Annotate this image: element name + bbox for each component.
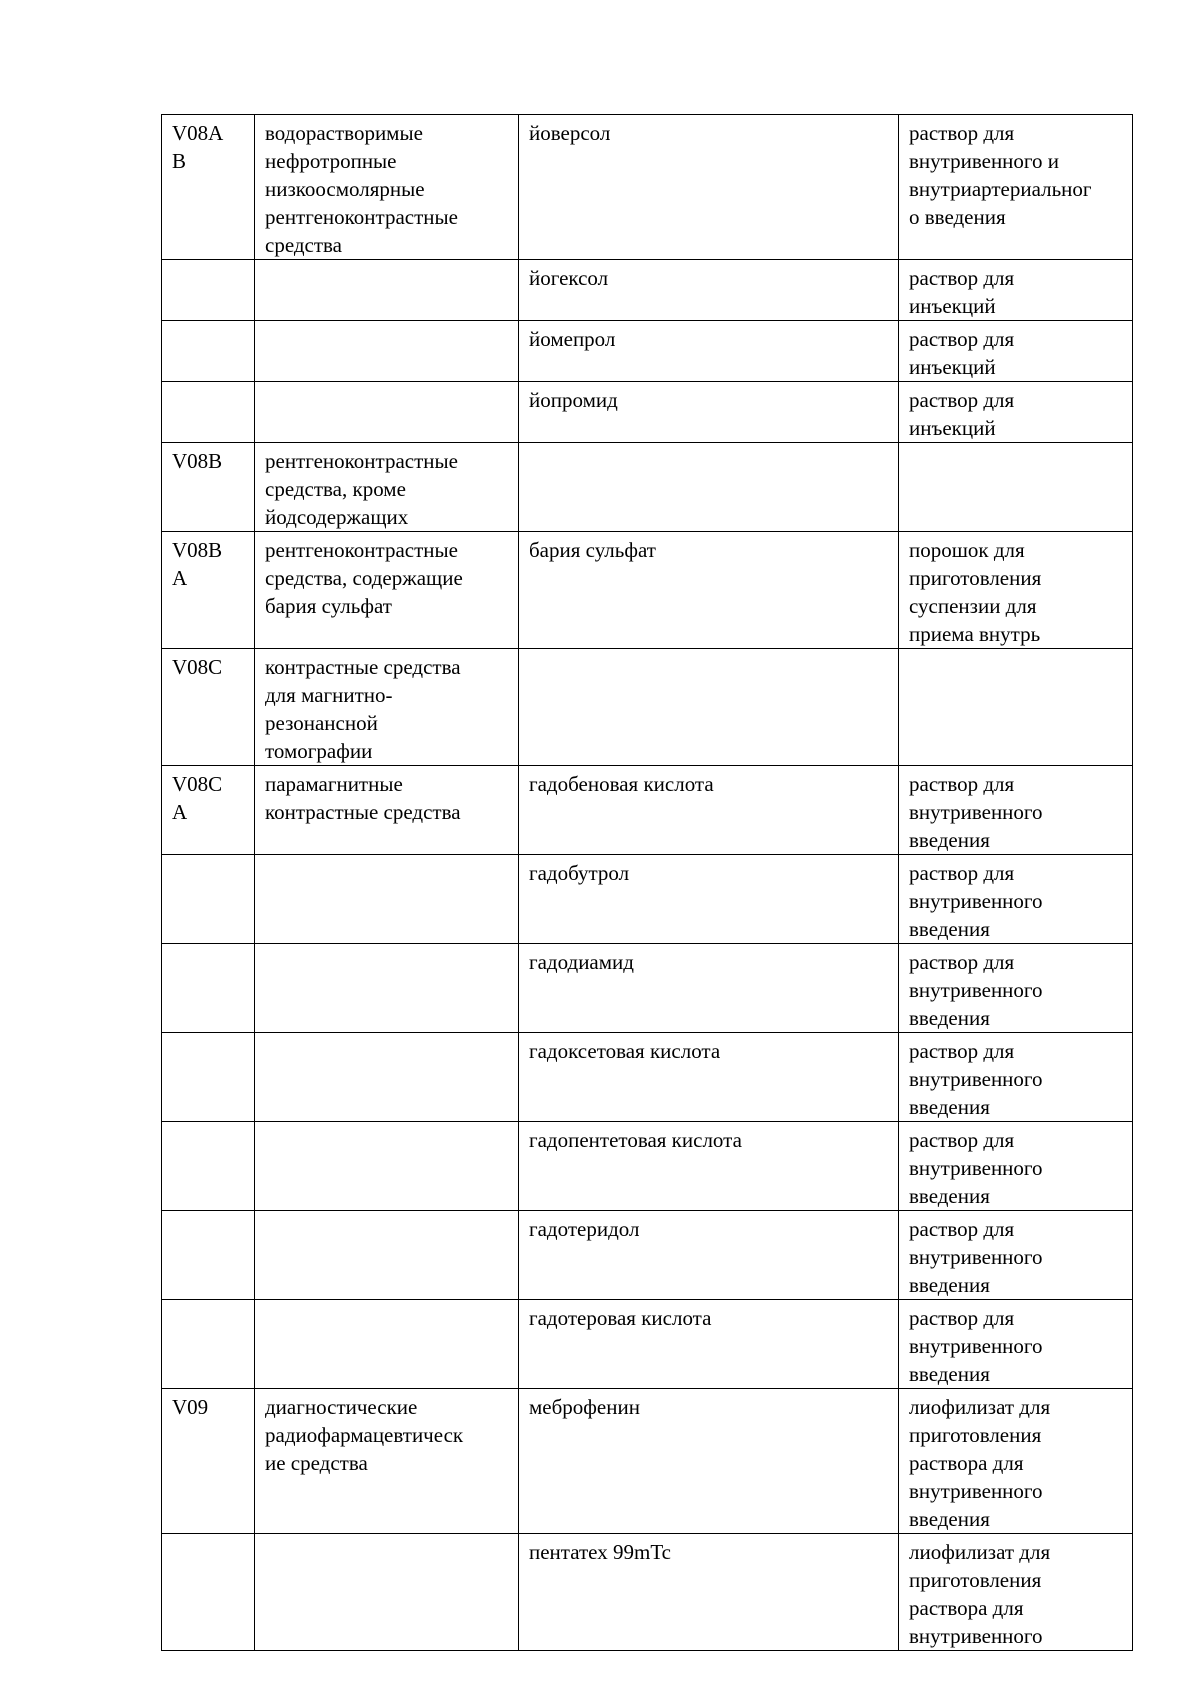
cell-form: лиофилизат для приготовления раствора для внутривенного <box>899 1534 1133 1651</box>
cell-form: раствор для внутривенного введения <box>899 1122 1133 1211</box>
drug-table <box>161 114 1133 1651</box>
table-row <box>162 649 1133 766</box>
table-row <box>162 260 1133 321</box>
cell-code: V08C A <box>162 766 255 855</box>
cell-form: раствор для внутривенного введения <box>899 1300 1133 1389</box>
cell-form: раствор для внутривенного введения <box>899 1211 1133 1300</box>
cell-drug: гадопентетовая кислота <box>519 1122 899 1211</box>
table-row <box>162 1534 1133 1651</box>
cell-group <box>255 855 519 944</box>
cell-form: раствор для внутривенного и внутриартериальног о введения <box>899 115 1133 260</box>
cell-code: V08B A <box>162 532 255 649</box>
cell-form: раствор для инъекций <box>899 260 1133 321</box>
cell-group <box>255 1211 519 1300</box>
cell-group: водорастворимые нефротропные низкоосмолярные рентгеноконтрастные средства <box>255 115 519 260</box>
cell-drug <box>519 649 899 766</box>
cell-code <box>162 260 255 321</box>
cell-code <box>162 382 255 443</box>
cell-drug <box>519 443 899 532</box>
cell-group <box>255 1534 519 1651</box>
cell-code <box>162 855 255 944</box>
cell-drug: бария сульфат <box>519 532 899 649</box>
cell-group <box>255 260 519 321</box>
table-row <box>162 944 1133 1033</box>
cell-code: V08A B <box>162 115 255 260</box>
cell-code <box>162 1122 255 1211</box>
cell-drug: гадотеридол <box>519 1211 899 1300</box>
table-row <box>162 1300 1133 1389</box>
cell-group <box>255 1300 519 1389</box>
cell-drug: йомепрол <box>519 321 899 382</box>
cell-form: порошок для приготовления суспензии для приема внутрь <box>899 532 1133 649</box>
cell-code <box>162 1211 255 1300</box>
table-row <box>162 766 1133 855</box>
cell-group <box>255 321 519 382</box>
cell-form: раствор для внутривенного введения <box>899 944 1133 1033</box>
cell-drug: гадобутрол <box>519 855 899 944</box>
cell-group: рентгеноконтрастные средства, кроме йодсодержащих <box>255 443 519 532</box>
cell-drug: гадотеровая кислота <box>519 1300 899 1389</box>
cell-form: раствор для инъекций <box>899 321 1133 382</box>
table-row <box>162 321 1133 382</box>
table-row <box>162 443 1133 532</box>
cell-form: лиофилизат для приготовления раствора для внутривенного введения <box>899 1389 1133 1534</box>
cell-group <box>255 1033 519 1122</box>
cell-group <box>255 944 519 1033</box>
cell-group: контрастные средства для магнитно- резонансной томографии <box>255 649 519 766</box>
cell-code: V08B <box>162 443 255 532</box>
table-row <box>162 532 1133 649</box>
cell-group <box>255 1122 519 1211</box>
cell-drug: гадодиамид <box>519 944 899 1033</box>
cell-form: раствор для внутривенного введения <box>899 766 1133 855</box>
cell-drug: йопромид <box>519 382 899 443</box>
cell-form: раствор для внутривенного введения <box>899 855 1133 944</box>
cell-code <box>162 321 255 382</box>
cell-form <box>899 443 1133 532</box>
cell-drug: меброфенин <box>519 1389 899 1534</box>
cell-form: раствор для инъекций <box>899 382 1133 443</box>
table-row <box>162 115 1133 260</box>
cell-code <box>162 1534 255 1651</box>
cell-group <box>255 382 519 443</box>
table-row <box>162 855 1133 944</box>
table-row <box>162 1389 1133 1534</box>
cell-group: парамагнитные контрастные средства <box>255 766 519 855</box>
cell-drug: йоверсол <box>519 115 899 260</box>
table-row <box>162 1122 1133 1211</box>
cell-group: рентгеноконтрастные средства, содержащие бария сульфат <box>255 532 519 649</box>
cell-code <box>162 944 255 1033</box>
cell-code <box>162 1300 255 1389</box>
table-row <box>162 1033 1133 1122</box>
cell-drug: гадобеновая кислота <box>519 766 899 855</box>
cell-code: V09 <box>162 1389 255 1534</box>
cell-form <box>899 649 1133 766</box>
table-row <box>162 382 1133 443</box>
cell-code: V08C <box>162 649 255 766</box>
table-row <box>162 1211 1133 1300</box>
cell-code <box>162 1033 255 1122</box>
cell-group: диагностические радиофармацевтическ ие средства <box>255 1389 519 1534</box>
cell-drug: йогексол <box>519 260 899 321</box>
cell-drug: гадоксетовая кислота <box>519 1033 899 1122</box>
table-body <box>162 115 1133 1651</box>
cell-drug: пентатех 99mTc <box>519 1534 899 1651</box>
cell-form: раствор для внутривенного введения <box>899 1033 1133 1122</box>
